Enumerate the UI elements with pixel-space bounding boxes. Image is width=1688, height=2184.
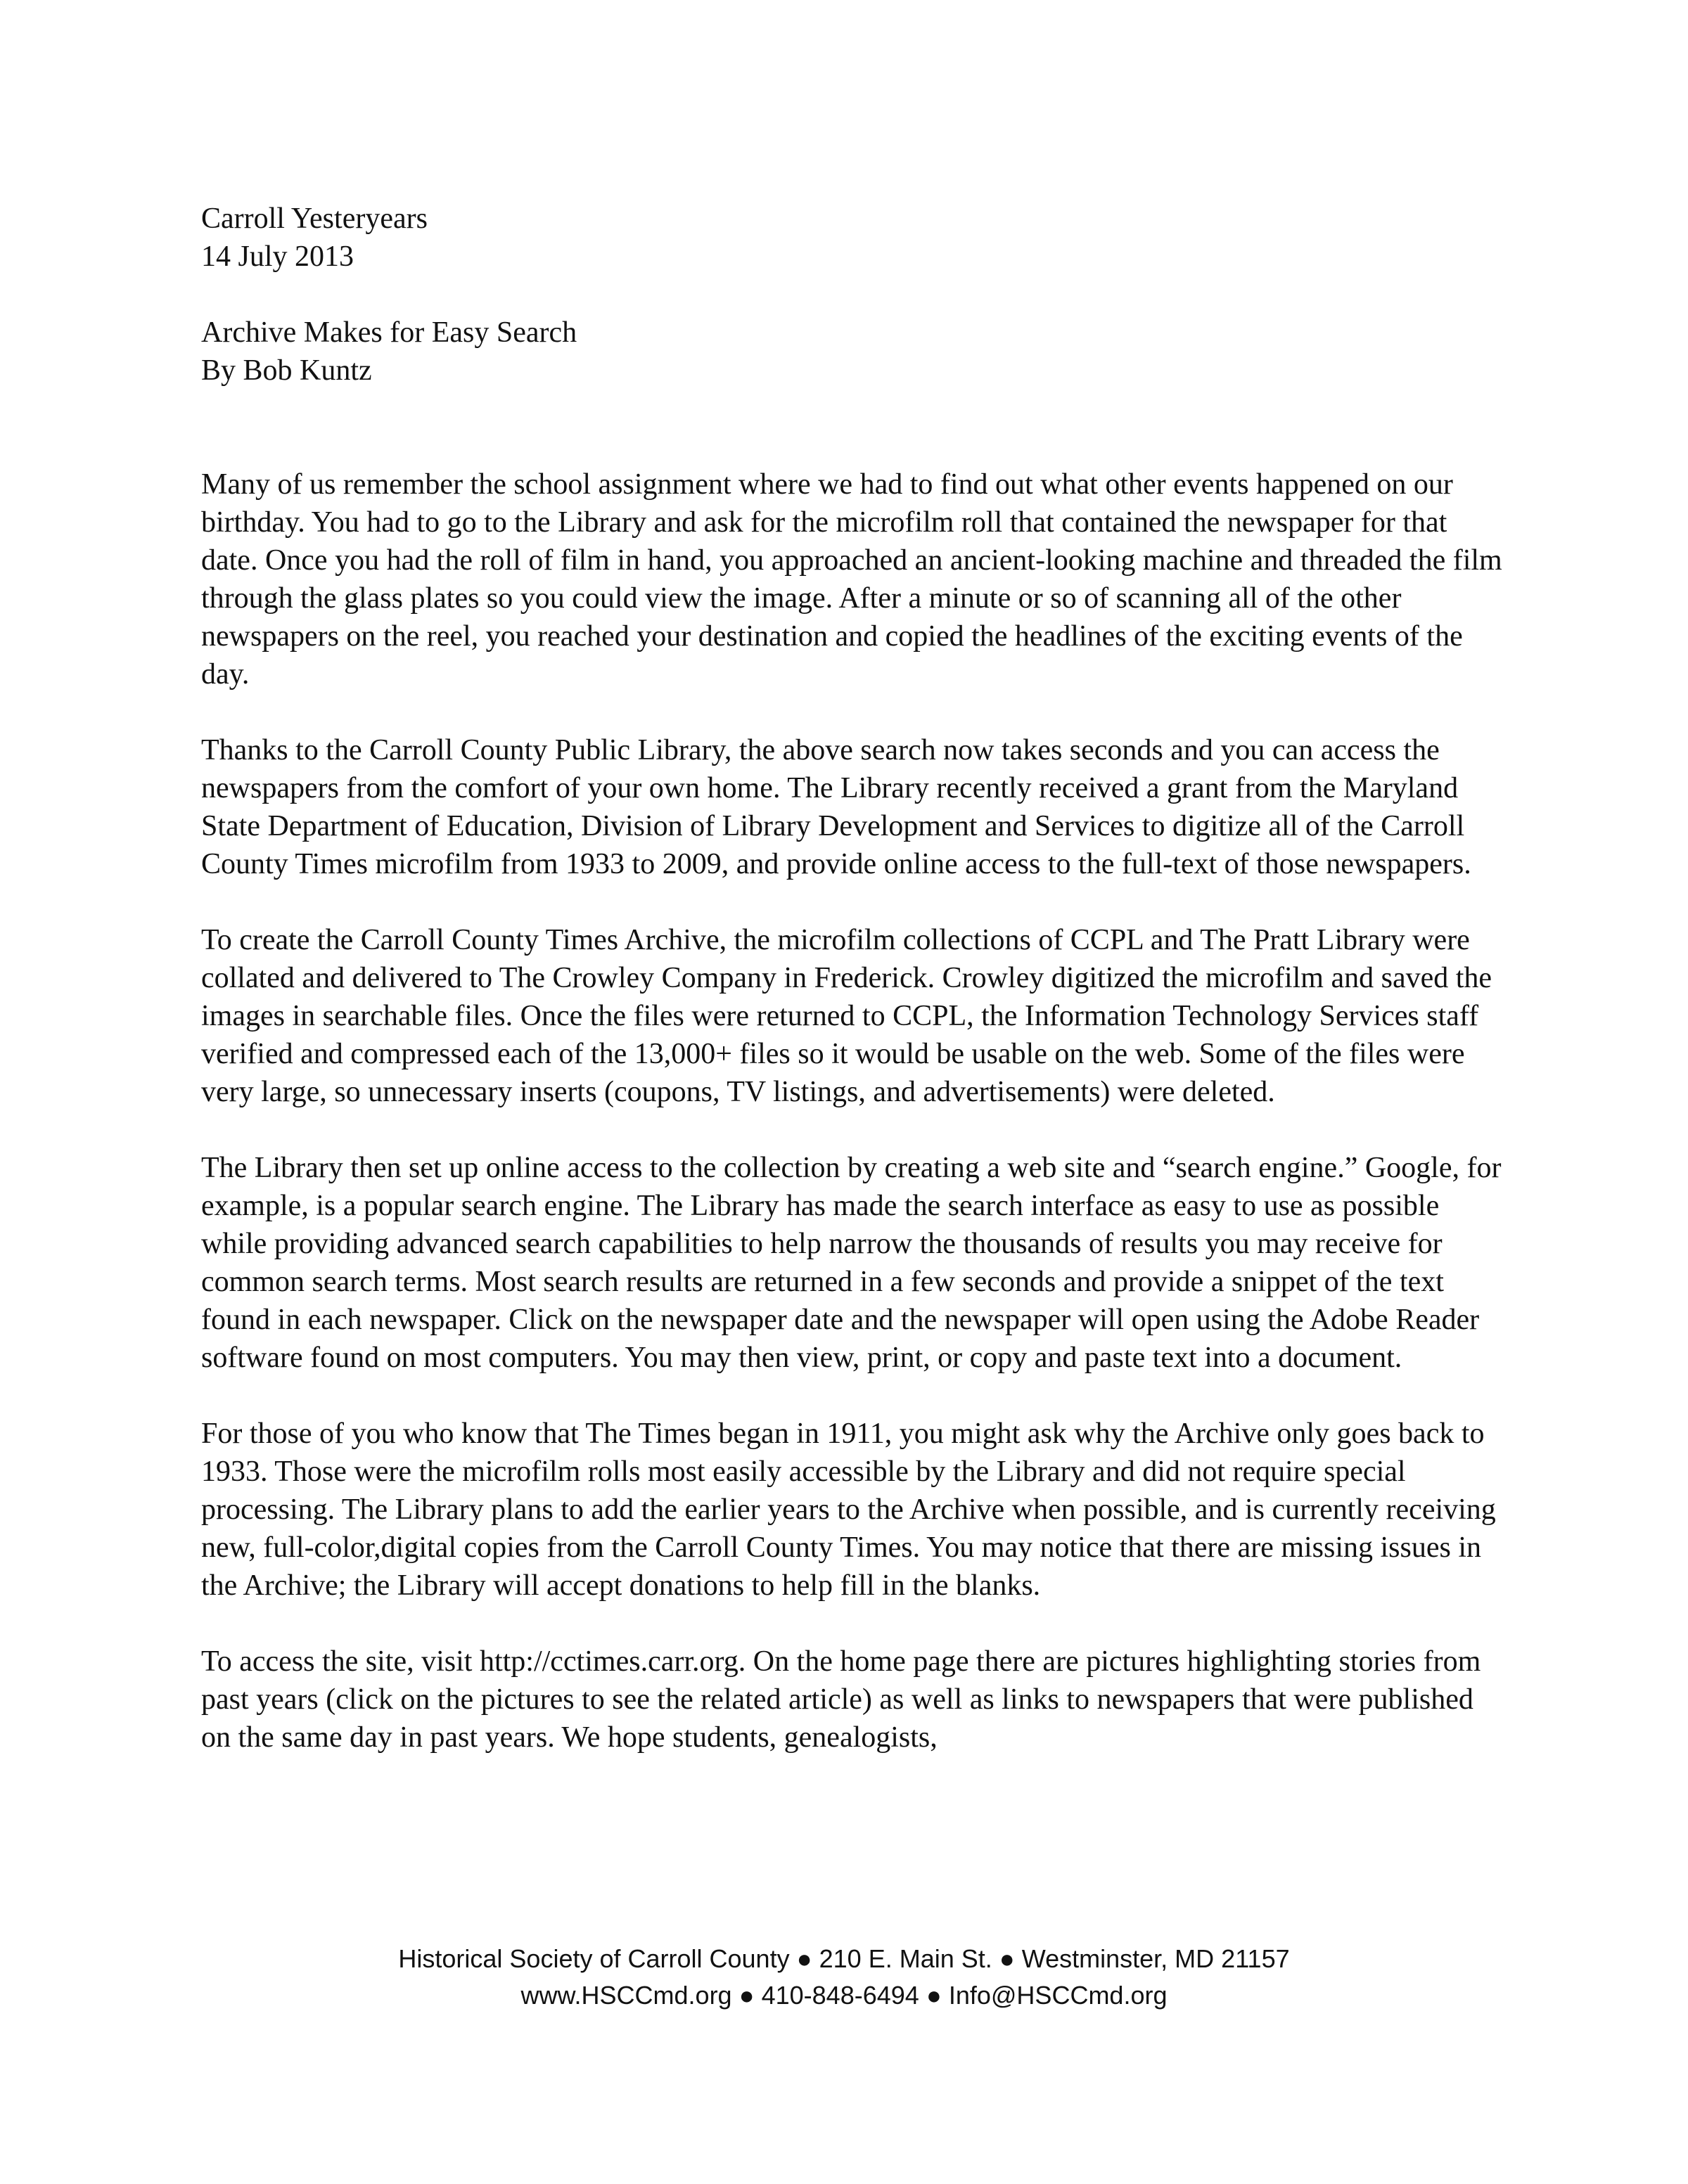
footer-organization: Historical Society of Carroll County [398, 1944, 790, 1973]
bullet-separator-icon: ● [926, 1981, 942, 2010]
footer-line-1 [0, 1941, 1688, 1977]
body-paragraph-2: Thanks to the Carroll County Public Library, the above search now takes seconds and you can access the newspapers from the comfort of your own home. The Library recently received a grant from the Maryland State Department of Education, Division of Library Development and Services to digitize all of the Carroll County Times microfilm from 1933 to 2009, and provide online access to the full-text of those newspapers. [201, 734, 1471, 880]
article-title: Archive Makes for Easy Search [201, 316, 577, 349]
header-block [201, 200, 1509, 276]
publication-date: 14 July 2013 [201, 240, 354, 273]
body-paragraph-5: For those of you who know that The Times began in 1911, you might ask why the Archive only goes back to 1933. Those were the microfilm rolls most easily accessible by the Library and did not require special processing. The Library plans to add the earlier years to the Archive when possible, and is currently receiving new, full-color,digital copies from the Carroll County Times. You may notice that there are missing issues in the Archive; the Library will accept donations to help fill in the blanks. [201, 1418, 1496, 1602]
footer-line-2 [0, 1977, 1688, 2014]
footer-phone: 410-848-6494 [761, 1981, 919, 2010]
footer-email[interactable]: Info@HSCCmd.org [948, 1981, 1168, 2010]
footer-website[interactable]: www.HSCCmd.org [520, 1981, 732, 2010]
body-paragraph-1: Many of us remember the school assignment where we had to find out what other events happened on our birthday. You had to go to the Library and ask for the microfilm roll that contained the newspaper for that date. Once you had the roll of film in hand, you approached an ancient-looking machine and threaded the film through the glass plates so you could view the image. After a minute or so of scanning all of the other newspapers on the reel, you reached your destination and copied the headlines of the exciting events of the day. [201, 468, 1502, 690]
article-byline: By Bob Kuntz [201, 354, 372, 387]
bullet-separator-icon: ● [999, 1944, 1015, 1973]
title-block [201, 314, 1509, 390]
article-content [201, 200, 1509, 1756]
column-name: Carroll Yesteryears [201, 203, 428, 235]
body-paragraph-4: The Library then set up online access to the collection by creating a web site and “search engine.” Google, for example, is a popular search engine. The Library has made the search interface as easy to use as possible while providing advanced search capabilities to help narrow the thousands of results you may receive for common search terms. Most search results are returned in a few seconds and provide a snippet of the text found in each newspaper. Click on the newspaper date and the newspaper will open using the Adobe Reader software found on most computers. You may then view, print, or copy and paste text into a document. [201, 1152, 1502, 1374]
footer-address: 210 E. Main St. [819, 1944, 992, 1973]
footer-city: Westminster, MD 21157 [1021, 1944, 1290, 1973]
bullet-separator-icon: ● [738, 1981, 755, 2010]
body-paragraph-6: To access the site, visit http://cctimes.carr.org. On the home page there are pictures highlighting stories from past years (click on the pictures to see the related article) as well as links to newspapers that were published on the same day in past years. We hope students, genealogists, [201, 1645, 1481, 1754]
page-footer [0, 1941, 1688, 2014]
body-paragraph-3: To create the Carroll County Times Archive, the microfilm collections of CCPL and The Pratt Library were collated and delivered to The Crowley Company in Frederick. Crowley digitized the microfilm and saved the images in searchable files. Once the files were returned to CCPL, the Information Technology Services staff verified and compressed each of the 13,000+ files so it would be usable on the web. Some of the files were very large, so unnecessary inserts (coupons, TV listings, and advertisements) were deleted. [201, 924, 1492, 1108]
bullet-separator-icon: ● [796, 1944, 812, 1973]
